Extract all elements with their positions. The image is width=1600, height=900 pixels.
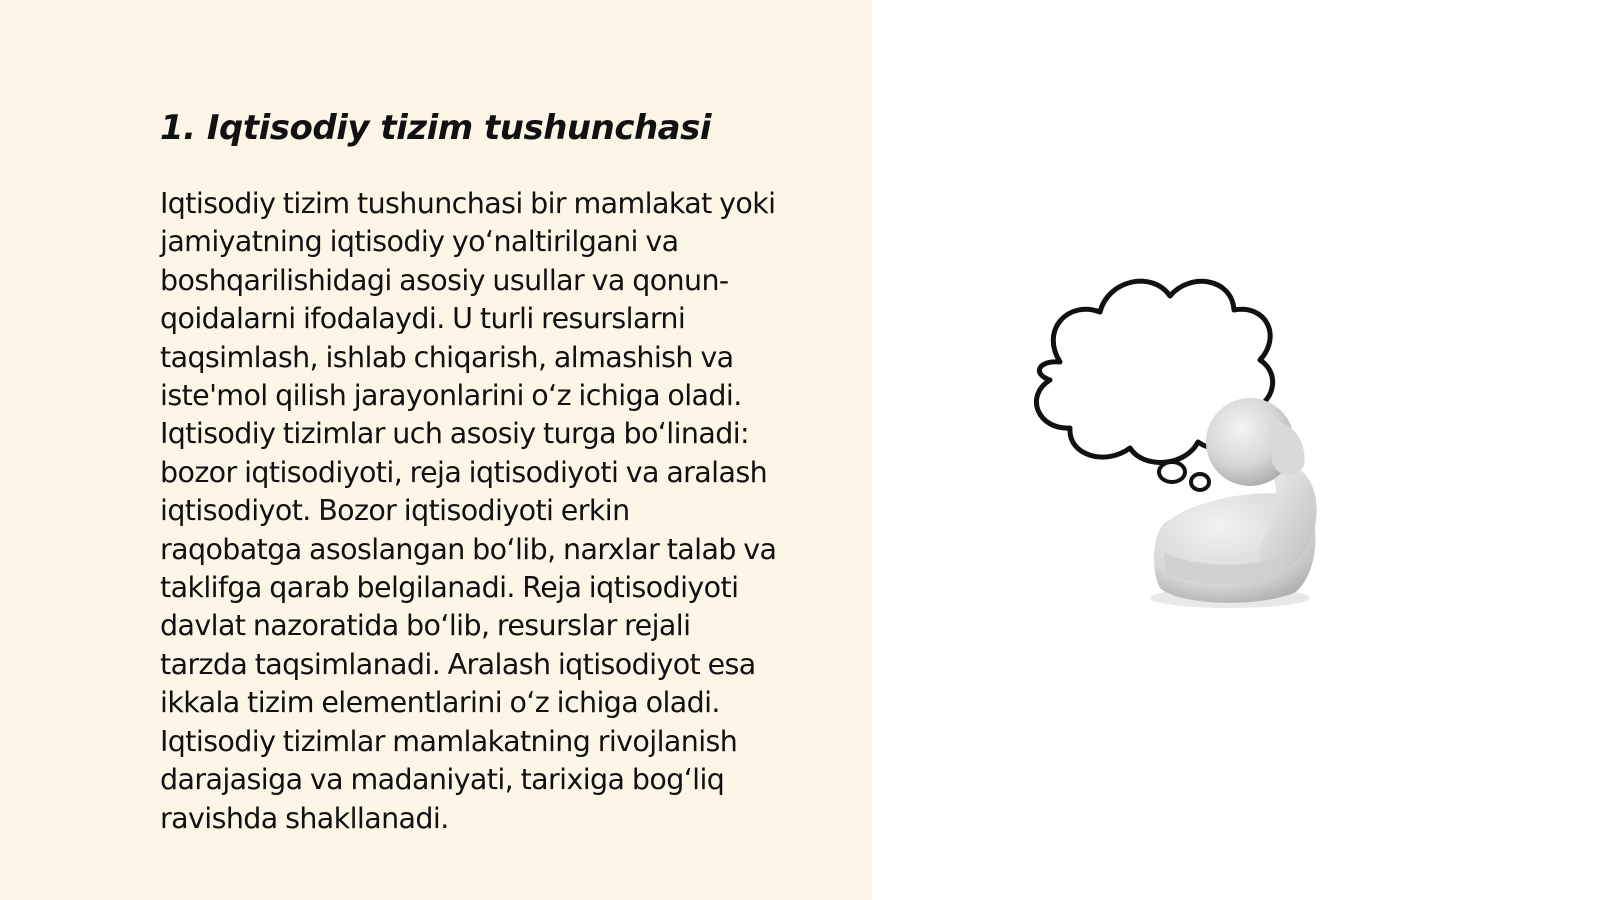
figure-hand bbox=[1270, 420, 1305, 475]
thinking-person-with-thought-bubble-icon bbox=[1020, 270, 1360, 620]
body-line: bozor iqtisodiyoti, reja iqtisodiyoti va aralash bbox=[160, 455, 768, 489]
body-line: iqtisodiyot. Bozor iqtisodiyoti erkin bbox=[160, 494, 630, 528]
body-line: davlat nazoratida bo‘lib, resurslar rejali bbox=[160, 609, 691, 643]
body-line: Iqtisodiy tizimlar uch asosiy turga bo‘linadi: bbox=[160, 417, 750, 451]
body-line: tarzda taqsimlanadi. Aralash iqtisodiyot esa bbox=[160, 647, 756, 681]
body-line: taklifga qarab belgilanadi. Reja iqtisodiyoti bbox=[160, 571, 739, 605]
body-line: darajasiga va madaniyati, tarixiga bog‘liq bbox=[160, 763, 725, 797]
body-line: Iqtisodiy tizimlar mamlakatning rivojlanish bbox=[160, 724, 738, 758]
thought-bubble-small bbox=[1159, 462, 1185, 482]
body-line: Iqtisodiy tizim tushunchasi bir mamlakat yoki bbox=[160, 187, 776, 220]
body-line: raqobatga asoslangan bo‘lib, narxlar talab va bbox=[160, 532, 777, 566]
body-line: ravishda shakllanadi. bbox=[160, 801, 449, 835]
slide-title: 1. Iqtisodiy tizim tushunchasi bbox=[160, 108, 712, 148]
slide-body-text bbox=[160, 185, 850, 838]
thought-bubble-tiny bbox=[1191, 474, 1209, 490]
body-line: boshqarilishidagi asosiy usullar va qonun- bbox=[160, 263, 729, 297]
body-line: qoidalarni ifodalaydi. U turli resurslarni bbox=[160, 302, 686, 336]
body-line: iste'mol qilish jarayonlarini o‘z ichiga oladi. bbox=[160, 379, 742, 413]
body-line: ikkala tizim elementlarini o‘z ichiga oladi. bbox=[160, 686, 720, 720]
body-line: taqsimlash, ishlab chiqarish, almashish va bbox=[160, 340, 734, 374]
body-line: jamiyatning iqtisodiy yo‘naltirilgani va bbox=[160, 225, 679, 259]
